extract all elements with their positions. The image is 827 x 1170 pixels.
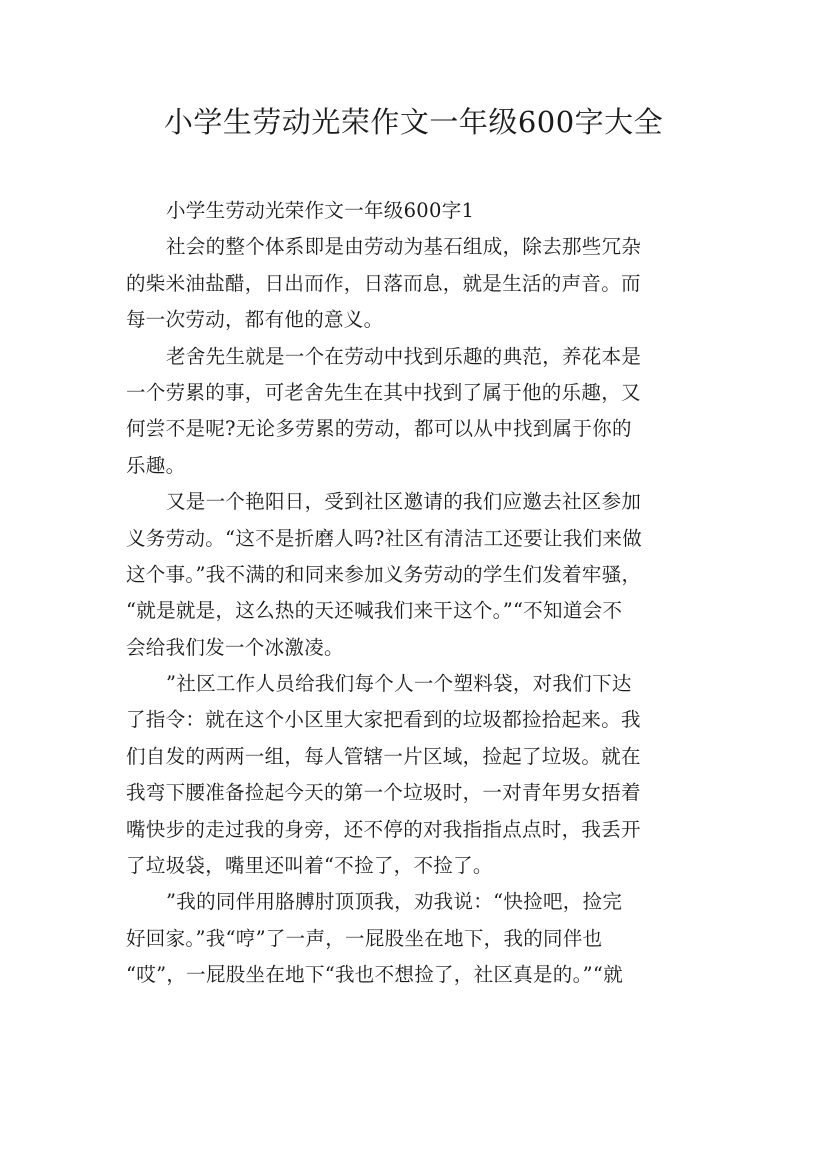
text-line: 们自发的两两一组，每人管辖一片区域，捡起了垃圾。就在: [126, 744, 641, 768]
text-line: “哎”，一屁股坐在地下“我也不想捡了，社区真是的。”“就: [126, 963, 623, 987]
text-line: 了指令：就在这个小区里大家把看到的垃圾都捡拾起来。我: [126, 708, 641, 732]
text-line: 每一次劳动，都有他的意义。: [126, 308, 384, 332]
text-line: “就是就是，这么热的天还喊我们来干这个。”“不知道会不: [126, 599, 623, 623]
text-line: 了垃圾袋，嘴里还叫着“不捡了，不捡了。: [126, 854, 493, 878]
text-line: 老舍先生就是一个在劳动中找到乐趣的典范，养花本是: [166, 344, 642, 368]
text-line: 好回家。”我“哼”了一声，一屁股坐在地下，我的同伴也: [126, 926, 603, 950]
text-line: 又是一个艳阳日，受到社区邀请的我们应邀去社区参加: [166, 490, 642, 514]
text-line: 我弯下腰准备捡起今天的第一个垃圾时，一对青年男女捂着: [126, 781, 641, 805]
document-body: [126, 193, 716, 994]
text-line: 社会的整个体系即是由劳动为基石组成，除去那些冗杂: [166, 235, 642, 259]
text-line: 这个事。”我不满的和同来参加义务劳动的学生们发着牢骚，: [126, 562, 642, 586]
text-line: 何尝不是呢?无论多劳累的劳动，都可以从中找到属于你的: [126, 417, 632, 441]
text-line: 义务劳动。“这不是折磨人吗?社区有清洁工还要让我们来做: [126, 526, 643, 550]
text-line: ”社区工作人员给我们每个人一个塑料袋，对我们下达: [166, 672, 632, 696]
text-line: 嘴快步的走过我的身旁，还不停的对我指指点点时，我丢开: [126, 817, 641, 841]
text-line: ”我的同伴用胳膊肘顶顶我，劝我说：“快捡吧，捡完: [166, 890, 623, 914]
text-line: 小学生劳动光荣作文一年级600字1: [166, 199, 475, 222]
text-line: 会给我们发一个冰激凌。: [126, 635, 344, 659]
document-title: 小学生劳动光荣作文一年级600字大全: [163, 105, 664, 139]
text-line: 乐趣。: [126, 453, 186, 477]
text-line: 一个劳累的事，可老舍先生在其中找到了属于他的乐趣，又: [126, 380, 641, 404]
text-line: 的柴米油盐醋，日出而作，日落而息，就是生活的声音。而: [126, 271, 641, 295]
